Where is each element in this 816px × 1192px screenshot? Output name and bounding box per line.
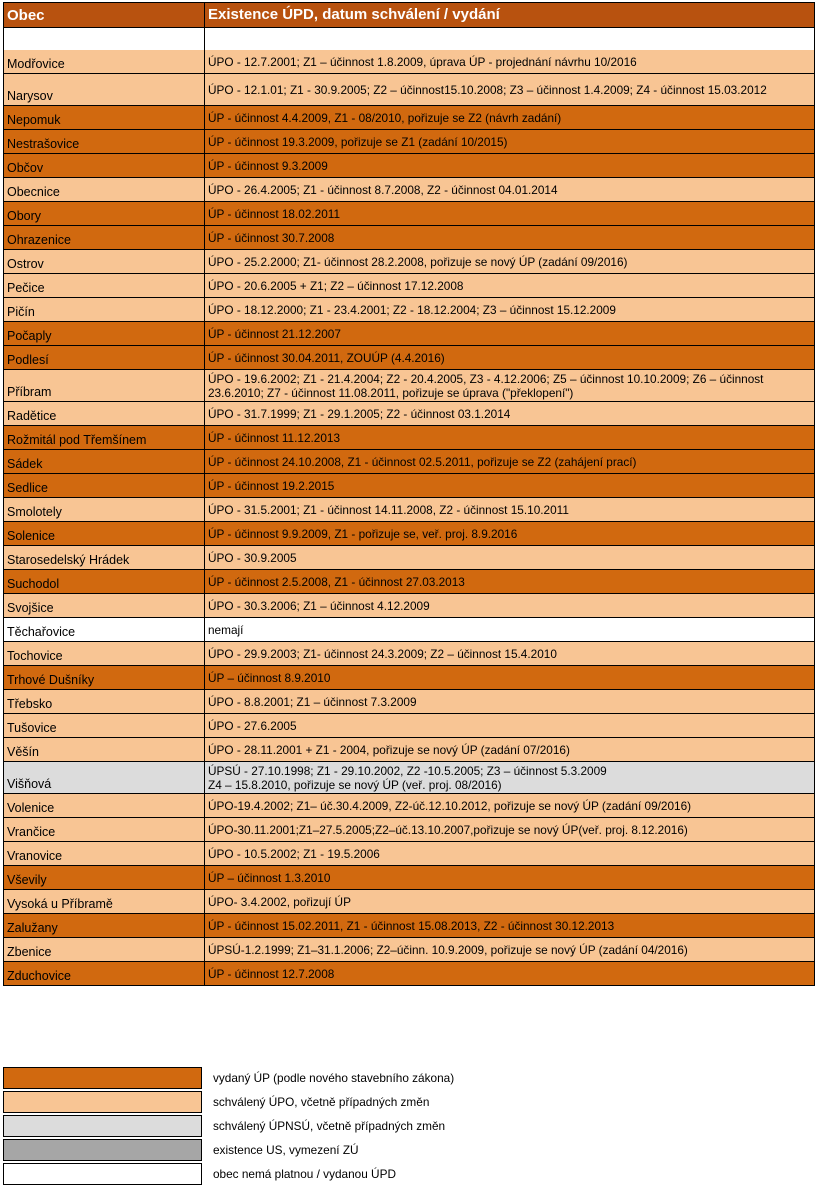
- table-row: [4, 369, 814, 401]
- legend-swatch: [3, 1139, 202, 1161]
- table-row: [4, 105, 814, 129]
- upd-cell: ÚPO - 18.12.2000; Z1 - 23.4.2001; Z2 - 18.12.2004; Z3 – účinnost 15.12.2009: [208, 302, 616, 317]
- obec-cell: Svojšice: [4, 594, 205, 617]
- legend: [3, 1066, 813, 1186]
- obec-cell: Sedlice: [4, 474, 205, 497]
- legend-label: vydaný ÚP (podle nového stavebního zákona): [213, 1071, 455, 1085]
- table-row: [4, 225, 814, 249]
- obec-cell: Volenice: [4, 794, 205, 817]
- upd-cell: ÚP - účinnost 9.9.2009, Z1 - pořizuje se, veř. proj. 8.9.2016: [208, 526, 518, 541]
- table-row: [4, 937, 814, 961]
- upd-cell: ÚPO - 8.8.2001; Z1 – účinnost 7.3.2009: [208, 694, 417, 709]
- table-row: [4, 593, 814, 617]
- upd-cell: nemají: [208, 622, 244, 637]
- upd-cell: ÚPO - 26.4.2005; Z1 - účinnost 8.7.2008, Z2 - účinnost 04.01.2014: [208, 182, 558, 197]
- upd-cell: ÚPO-30.11.2001;Z1–27.5.2005;Z2–úč.13.10.2007,pořizuje se nový ÚP(veř. proj. 8.12.2016): [208, 822, 688, 837]
- table-row: [4, 321, 814, 345]
- table-row: [4, 913, 814, 937]
- table-header: [4, 3, 814, 27]
- obec-cell: Solenice: [4, 522, 205, 545]
- obec-cell: Obory: [4, 202, 205, 225]
- table-row: [4, 961, 814, 985]
- table-row: [4, 201, 814, 225]
- table-row: [4, 641, 814, 665]
- obec-cell: Smolotely: [4, 498, 205, 521]
- obec-cell: Podlesí: [4, 346, 205, 369]
- table-row: [4, 865, 814, 889]
- upd-cell: ÚP - účinnost 11.12.2013: [208, 430, 341, 445]
- obec-cell: Suchodol: [4, 570, 205, 593]
- upd-cell: ÚPO - 12.1.01; Z1 - 30.9.2005; Z2 – účinnost15.10.2008; Z3 – účinnost 1.4.2009; Z4 - účinnost 15.03.2012: [208, 82, 767, 97]
- table-row: [4, 345, 814, 369]
- legend-label: existence US, vymezení ZÚ: [213, 1143, 359, 1157]
- upd-cell: ÚP - účinnost 12.7.2008: [208, 966, 335, 981]
- obec-cell: Starosedelský Hrádek: [4, 546, 205, 569]
- obec-cell: Těchařovice: [4, 618, 205, 641]
- upd-cell: ÚP – účinnost 1.3.2010: [208, 870, 331, 885]
- table-row: [4, 50, 814, 73]
- table-row: [4, 273, 814, 297]
- upd-cell: ÚP - účinnost 21.12.2007: [208, 326, 341, 341]
- obec-cell: Počaply: [4, 322, 205, 345]
- obec-cell: Třebsko: [4, 690, 205, 713]
- table-row: [4, 521, 814, 545]
- empty-cell: [205, 28, 814, 50]
- header-existence-upd: Existence ÚPD, datum schválení / vydání: [208, 6, 500, 23]
- upd-cell: ÚP - účinnost 19.2.2015: [208, 478, 335, 493]
- upd-cell: ÚPO - 19.6.2002; Z1 - 21.4.2004; Z2 - 20.4.2005, Z3 - 4.12.2006; Z5 – účinnost 10.10.2009; Z6 – účinnost 23.6.2010; Z7 - účinnost 11.08.2011, pořizuje se úprava ("překlopení"): [208, 371, 764, 400]
- header-obec: Obec: [4, 3, 205, 27]
- table-row: [4, 665, 814, 689]
- legend-item: [3, 1162, 813, 1186]
- upd-cell: ÚPO - 27.6.2005: [208, 718, 297, 733]
- obec-cell: Ohrazenice: [4, 226, 205, 249]
- empty-row: [4, 27, 814, 50]
- obec-cell: Radětice: [4, 402, 205, 425]
- table-row: [4, 473, 814, 497]
- upd-cell: ÚP - účinnost 2.5.2008, Z1 - účinnost 27.03.2013: [208, 574, 465, 589]
- table-row: [4, 249, 814, 273]
- upd-cell: ÚP – účinnost 8.9.2010: [208, 670, 331, 685]
- obec-cell: Vševily: [4, 866, 205, 889]
- legend-swatch: [3, 1091, 202, 1113]
- obec-cell: Zduchovice: [4, 962, 205, 985]
- upd-cell: ÚPO - 31.7.1999; Z1 - 29.1.2005; Z2 - účinnost 03.1.2014: [208, 406, 511, 421]
- obec-cell: Obecnice: [4, 178, 205, 201]
- obec-cell: Zalužany: [4, 914, 205, 937]
- table-row: [4, 793, 814, 817]
- obec-cell: Vysoká u Příbramě: [4, 890, 205, 913]
- obec-cell: Ostrov: [4, 250, 205, 273]
- table-row: [4, 73, 814, 105]
- obec-cell: Rožmitál pod Třemšínem: [4, 426, 205, 449]
- table-row: [4, 177, 814, 201]
- upd-cell: ÚP - účinnost 4.4.2009, Z1 - 08/2010, pořizuje se Z2 (návrh zadání): [208, 110, 562, 125]
- legend-swatch: [3, 1067, 202, 1089]
- table-row: [4, 617, 814, 641]
- obec-cell: Pičín: [4, 298, 205, 321]
- obec-cell: Narysov: [4, 74, 205, 105]
- legend-label: schválený ÚPO, včetně případných změn: [213, 1095, 430, 1109]
- table-row: [4, 737, 814, 761]
- upd-cell: ÚPO - 29.9.2003; Z1- účinnost 24.3.2009; Z2 – účinnost 15.4.2010: [208, 646, 557, 661]
- obec-cell: Tušovice: [4, 714, 205, 737]
- table-row: [4, 689, 814, 713]
- obec-cell: Příbram: [4, 370, 205, 401]
- table-body: [4, 50, 814, 985]
- upd-cell: ÚPO- 3.4.2002, pořizují ÚP: [208, 894, 351, 909]
- upd-cell: ÚPO - 28.11.2001 + Z1 - 2004, pořizuje se nový ÚP (zadání 07/2016): [208, 742, 570, 757]
- table-row: [4, 761, 814, 793]
- table-row: [4, 497, 814, 521]
- upd-cell: ÚPO - 12.7.2001; Z1 – účinnost 1.8.2009, úprava ÚP - projednání návrhu 10/2016: [208, 54, 637, 69]
- legend-item: [3, 1066, 813, 1090]
- upd-cell: ÚP - účinnost 30.04.2011, ZOUÚP (4.4.2016): [208, 350, 445, 365]
- upd-cell: ÚPO - 10.5.2002; Z1 - 19.5.2006: [208, 846, 380, 861]
- table-row: [4, 889, 814, 913]
- legend-item: [3, 1138, 813, 1162]
- upd-table: [3, 2, 815, 986]
- legend-label: schválený ÚPNSÚ, včetně případných změn: [213, 1119, 446, 1133]
- obec-cell: Trhové Dušníky: [4, 666, 205, 689]
- legend-item: [3, 1090, 813, 1114]
- obec-cell: Tochovice: [4, 642, 205, 665]
- upd-cell: ÚPO - 25.2.2000; Z1- účinnost 28.2.2008, pořizuje se nový ÚP (zadání 09/2016): [208, 254, 628, 269]
- upd-cell: ÚPO-19.4.2002; Z1– úč.30.4.2009, Z2-úč.12.10.2012, pořizuje se nový ÚP (zadání 09/2016): [208, 798, 692, 813]
- table-row: [4, 425, 814, 449]
- upd-cell: ÚPO - 31.5.2001; Z1 - účinnost 14.11.2008, Z2 - účinnost 15.10.2011: [208, 502, 569, 517]
- legend-swatch: [3, 1163, 202, 1185]
- table-row: [4, 129, 814, 153]
- obec-cell: Vranovice: [4, 842, 205, 865]
- table-row: [4, 569, 814, 593]
- upd-cell: ÚPO - 30.9.2005: [208, 550, 297, 565]
- upd-cell: ÚP - účinnost 30.7.2008: [208, 230, 335, 245]
- obec-cell: Sádek: [4, 450, 205, 473]
- obec-cell: Věšín: [4, 738, 205, 761]
- upd-cell: ÚP - účinnost 24.10.2008, Z1 - účinnost 02.5.2011, pořizuje se Z2 (zahájení prací): [208, 454, 637, 469]
- obec-cell: Nepomuk: [4, 106, 205, 129]
- table-row: [4, 449, 814, 473]
- upd-cell: ÚPO - 20.6.2005 + Z1; Z2 – účinnost 17.12.2008: [208, 278, 464, 293]
- upd-cell: ÚPO - 30.3.2006; Z1 – účinnost 4.12.2009: [208, 598, 430, 613]
- legend-item: [3, 1114, 813, 1138]
- obec-cell: Zbenice: [4, 938, 205, 961]
- upd-cell: ÚPSÚ-1.2.1999; Z1–31.1.2006; Z2–účinn. 10.9.2009, pořizuje se nový ÚP (zadání 04/2016): [208, 942, 688, 957]
- table-row: [4, 841, 814, 865]
- empty-cell: [4, 28, 205, 50]
- table-row: [4, 817, 814, 841]
- table-row: [4, 545, 814, 569]
- table-row: [4, 401, 814, 425]
- upd-cell: ÚP - účinnost 15.02.2011, Z1 - účinnost 15.08.2013, Z2 - účinnost 30.12.2013: [208, 918, 615, 933]
- obec-cell: Višňová: [4, 762, 205, 793]
- upd-cell: ÚP - účinnost 18.02.2011: [208, 206, 341, 221]
- obec-cell: Nestrašovice: [4, 130, 205, 153]
- legend-label: obec nemá platnou / vydanou ÚPD: [213, 1167, 396, 1181]
- upd-cell: ÚP - účinnost 19.3.2009, pořizuje se Z1 (zadání 10/2015): [208, 134, 508, 149]
- obec-cell: Občov: [4, 154, 205, 177]
- table-row: [4, 297, 814, 321]
- obec-cell: Vrančice: [4, 818, 205, 841]
- obec-cell: Modřovice: [4, 50, 205, 73]
- table-row: [4, 713, 814, 737]
- obec-cell: Pečice: [4, 274, 205, 297]
- legend-swatch: [3, 1115, 202, 1137]
- upd-cell: ÚPSÚ - 27.10.1998; Z1 - 29.10.2002, Z2 -10.5.2005; Z3 – účinnost 5.3.2009 Z4 – 15.8.2010, pořizuje se nový ÚP (veř. proj. 08/2016): [208, 763, 607, 792]
- upd-cell: ÚP - účinnost 9.3.2009: [208, 158, 328, 173]
- table-row: [4, 153, 814, 177]
